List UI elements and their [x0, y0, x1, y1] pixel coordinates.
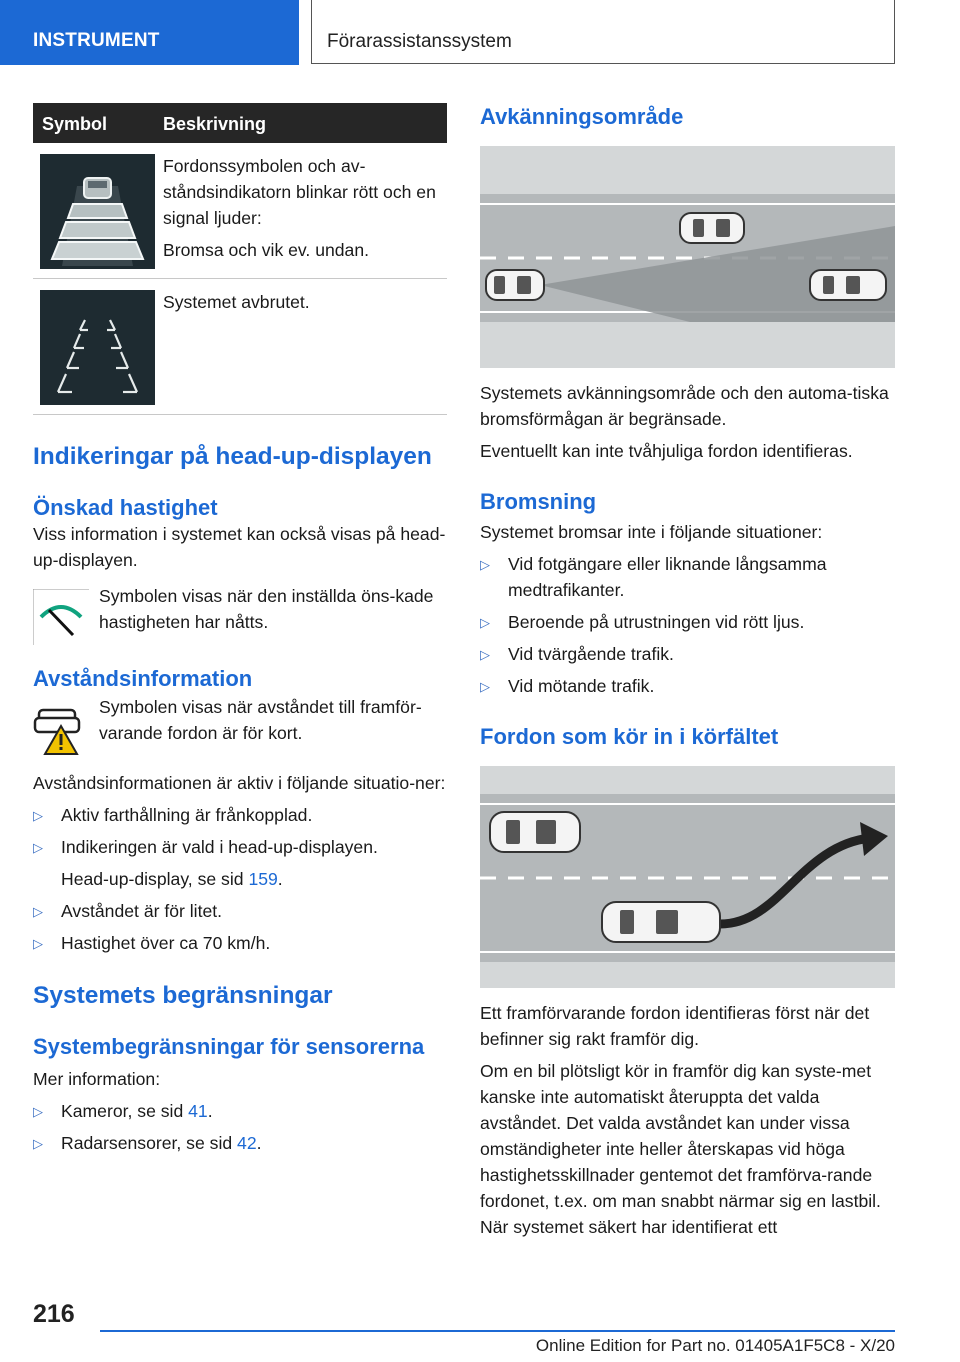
- braking-list: [480, 551, 895, 699]
- table-row: [33, 143, 447, 279]
- bullet-triangle-icon: ▷: [33, 840, 43, 855]
- right-column: [480, 103, 895, 1240]
- header-section-label: INSTRUMENT: [33, 30, 160, 51]
- distance-intro: Avståndsinformationen är aktiv i följande situatio-ner:: [33, 773, 446, 793]
- table-row-description: [163, 279, 447, 315]
- bullet-triangle-icon: ▷: [33, 1104, 43, 1119]
- list-item: ▷ Vid mötande trafik.: [480, 673, 895, 699]
- list-item: ▷ Avståndet är för litet.: [33, 898, 447, 924]
- car-warning-icon: [33, 704, 89, 760]
- table-row-text: Fordonssymbolen och av-ståndsindikatorn blinkar rött och en signal ljuder:: [163, 156, 436, 228]
- cut-in-figure: [480, 766, 895, 988]
- bullet-triangle-icon: ▷: [480, 557, 490, 572]
- speed-intro: Viss information i systemet kan också visas på head-up-displayen.: [33, 524, 446, 570]
- lane-heading: Fordon som kör in i körfältet: [480, 724, 779, 749]
- car-icon: [602, 902, 720, 942]
- sensor-heading: Systembegränsningar för sensorerna: [33, 1034, 425, 1059]
- detection-p2: Eventuellt kan inte tvåhjuliga fordon identifieras.: [480, 441, 853, 461]
- hud-reference: Head-up-display, se sid 159.: [61, 869, 283, 889]
- braking-heading: Bromsning: [480, 489, 597, 514]
- bullet-triangle-icon: ▷: [480, 615, 490, 630]
- car-icon: [486, 270, 544, 300]
- bullet-triangle-icon: ▷: [480, 679, 490, 694]
- distance-heading: Avståndsinformation: [33, 666, 253, 691]
- distance-text: Symbolen visas när avståndet till framför-varande fordon är för kort.: [99, 697, 422, 743]
- car-icon: [490, 812, 580, 852]
- bullet-triangle-icon: ▷: [33, 936, 43, 951]
- braking-intro: Systemet bromsar inte i följande situationer:: [480, 522, 823, 542]
- car-icon: [810, 270, 886, 300]
- table-row-text: Systemet avbrutet.: [163, 292, 310, 312]
- list-item: ▷ Aktiv farthållning är frånkopplad.: [33, 802, 447, 828]
- speed-heading: Önskad hastighet: [33, 495, 218, 520]
- left-column: [33, 103, 447, 1156]
- list-item: ▷ Vid tvärgående trafik.: [480, 641, 895, 667]
- detection-heading: Avkänningsområde: [480, 104, 684, 129]
- car-icon: [680, 213, 744, 243]
- bullet-triangle-icon: ▷: [480, 647, 490, 662]
- bullet-triangle-icon: ▷: [33, 808, 43, 823]
- table-row: [33, 279, 447, 415]
- page-link-159[interactable]: 159: [248, 869, 278, 889]
- footer-divider: [100, 1330, 895, 1332]
- bullet-triangle-icon: ▷: [33, 1136, 43, 1151]
- table-header: [33, 103, 447, 143]
- bullet-triangle-icon: ▷: [33, 904, 43, 919]
- list-item: ▷ Beroende på utrustningen vid rött ljus.: [480, 609, 895, 635]
- limits-title: Systemets begränsningar: [33, 982, 333, 1009]
- lane-p2: Om en bil plötsligt kör in framför dig kan syste-met kanske inte automatiskt återuppta det valda avståndet. Det valda avståndet kan under vissa omständigheter inte heller återskapas vid höga hastighetsskillnader gentemot det framförva-rande fordonet, t.ex. om man snabbt närmar sig en lastbil. När systemet säkert har identifierat ett: [480, 1061, 881, 1237]
- list-item: ▷ Kameror, se sid 41.: [33, 1098, 447, 1124]
- sensor-ref-list: [33, 1098, 447, 1156]
- more-info: Mer information:: [33, 1069, 161, 1089]
- detection-area-figure: [480, 146, 895, 368]
- footer-edition: Online Edition for Part no. 01405A1F5C8 - X/20: [535, 1336, 895, 1355]
- list-item: ▷ Hastighet över ca 70 km/h.: [33, 930, 447, 956]
- table-row-text: Bromsa och vik ev. undan.: [163, 240, 370, 260]
- speed-icon-row: [33, 583, 447, 643]
- table-row-description: [163, 143, 447, 263]
- table-header-symbol: Symbol: [42, 114, 108, 134]
- header-chapter-label: Förarassistanssystem: [327, 31, 512, 52]
- list-item: ▷ Radarsensorer, se sid 42.: [33, 1130, 447, 1156]
- lane-p1: Ett framförvarande fordon identifieras först när det befinner sig rakt framför dig.: [480, 1003, 870, 1049]
- distance-icon-row: [33, 694, 447, 754]
- system-aborted-icon: [40, 290, 155, 405]
- table-header-description: Beskrivning: [163, 114, 267, 134]
- detection-p1: Systemets avkänningsområde och den automa-tiska bromsförmågan är begränsade.: [480, 383, 889, 429]
- page-link-42[interactable]: 42: [237, 1133, 257, 1153]
- header-section-tab[interactable]: [0, 0, 299, 65]
- list-item: ▷ Indikeringen är vald i head-up-displayen. Head-up-display, se sid 159.: [33, 834, 447, 892]
- car-distance-warning-icon: [40, 154, 155, 269]
- header-chapter-tab[interactable]: [311, 0, 895, 64]
- speedometer-icon: [33, 589, 89, 645]
- list-item: ▷ Vid fotgängare eller liknande långsamma medtrafikanter.: [480, 554, 827, 600]
- hud-title: Indikeringar på head-up-displayen: [33, 443, 432, 470]
- distance-list: [33, 802, 447, 956]
- page-number: 216: [33, 1300, 75, 1328]
- page-link-41[interactable]: 41: [188, 1101, 208, 1121]
- speed-text: Symbolen visas när den inställda öns-kade hastigheten har nåtts.: [99, 586, 434, 632]
